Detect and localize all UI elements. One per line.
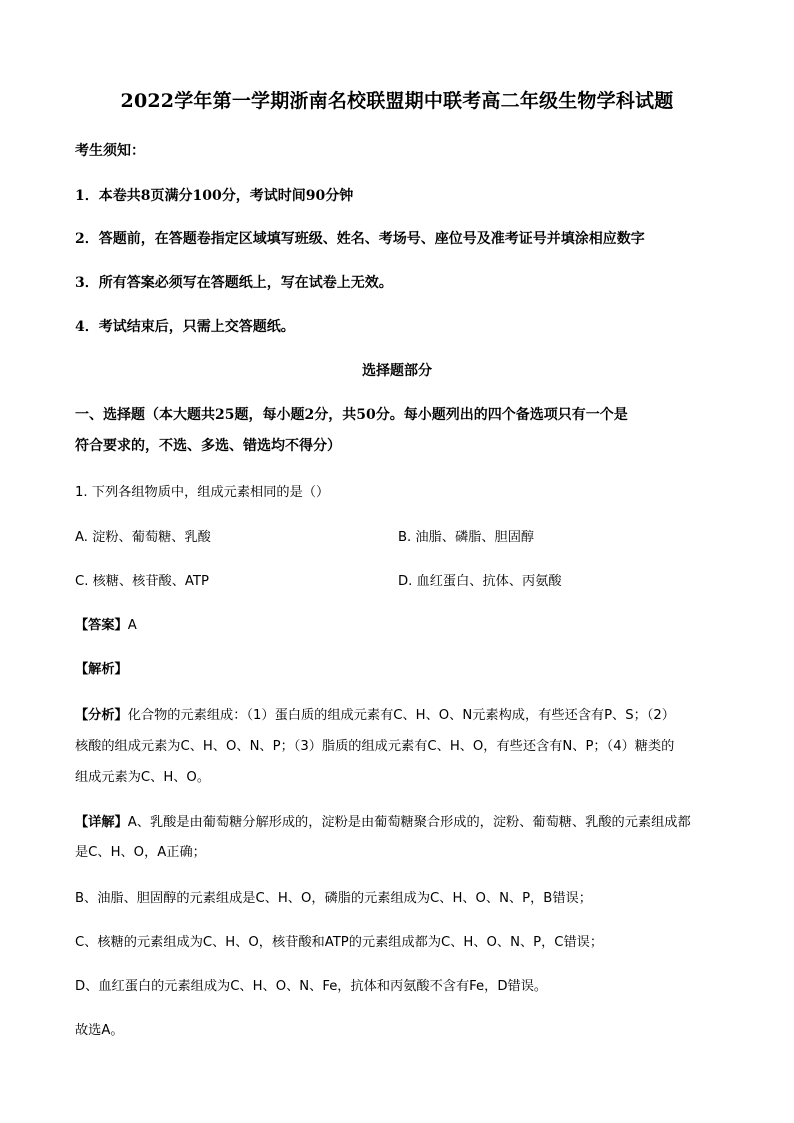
- answer-label: 【答案】: [75, 618, 128, 633]
- part-intro-line-2: 符合要求的，不选、多选、错选均不得分）: [75, 438, 341, 454]
- xiangjie-line-6: 故选A。: [75, 1023, 124, 1038]
- section-title: 选择题部分: [362, 363, 432, 379]
- xiangjie-line-3: B、油脂、胆固醇的元素组成是C、H、O，磷脂的元素组成为C、H、O、N、P，B错误；: [75, 891, 592, 906]
- option-a: A. 淀粉、葡萄糖、乳酸: [75, 530, 211, 545]
- fenxi-line-1: [75, 704, 675, 723]
- option-b: B. 油脂、磷脂、胆固醇: [398, 530, 535, 545]
- fenxi-line-3: 组成元素为C、H、O。: [75, 770, 211, 785]
- notice-item-2: 2．答题前，在答题卷指定区域填写班级、姓名、考场号、座位号及准考证号并填涂相应数字: [75, 231, 645, 247]
- notice-item-4: 4．考试结束后，只需上交答题纸。: [75, 319, 295, 335]
- xiangjie-line-1: [75, 811, 691, 830]
- analysis-label: 【解析】: [75, 662, 128, 677]
- xiangjie-text-1: A、乳酸是由葡萄糖分解形成的，淀粉是由葡萄糖聚合形成的，淀粉、葡萄糖、乳酸的元素组成都: [127, 815, 691, 830]
- answer-value: A: [127, 618, 137, 633]
- notice-heading: 考生须知：: [75, 143, 145, 159]
- xiangjie-line-5: D、血红蛋白的元素组成为C、H、O、N、Fe，抗体和丙氨酸不含有Fe，D错误。: [75, 979, 548, 994]
- xiangjie-line-4: C、核糖的元素组成为C、H、O，核苷酸和ATP的元素组成都为C、H、O、N、P，C错误；: [75, 935, 604, 950]
- notice-item-3: 3．所有答案必须写在答题纸上，写在试卷上无效。: [75, 275, 393, 291]
- notice-item-1: 1．本卷共8页满分100分，考试时间90分钟: [75, 188, 354, 204]
- question-stem: 1. 下列各组物质中，组成元素相同的是（）: [75, 485, 330, 500]
- option-c: C. 核糖、核苷酸、ATP: [75, 574, 209, 589]
- fenxi-label: 【分析】: [75, 708, 128, 723]
- fenxi-text-1: 化合物的元素组成：（1）蛋白质的组成元素有C、H、O、N元素构成，有些还含有P、S；（2）: [127, 708, 675, 723]
- page-title: 2022学年第一学期浙南名校联盟期中联考高二年级生物学科试题: [120, 90, 674, 112]
- xiangjie-label: 【详解】: [75, 815, 128, 830]
- answer-line: [75, 614, 137, 633]
- xiangjie-line-2: 是C、H、O，A正确；: [75, 845, 206, 860]
- part-intro-line-1: 一、选择题（本大题共25题，每小题2分，共50分。每小题列出的四个备选项只有一个是: [75, 407, 628, 423]
- fenxi-line-2: 核酸的组成元素为C、H、O、N、P；（3）脂质的组成元素有C、H、O，有些还含有N、P；（4）糖类的: [75, 739, 675, 754]
- option-d: D. 血红蛋白、抗体、丙氨酸: [398, 574, 562, 589]
